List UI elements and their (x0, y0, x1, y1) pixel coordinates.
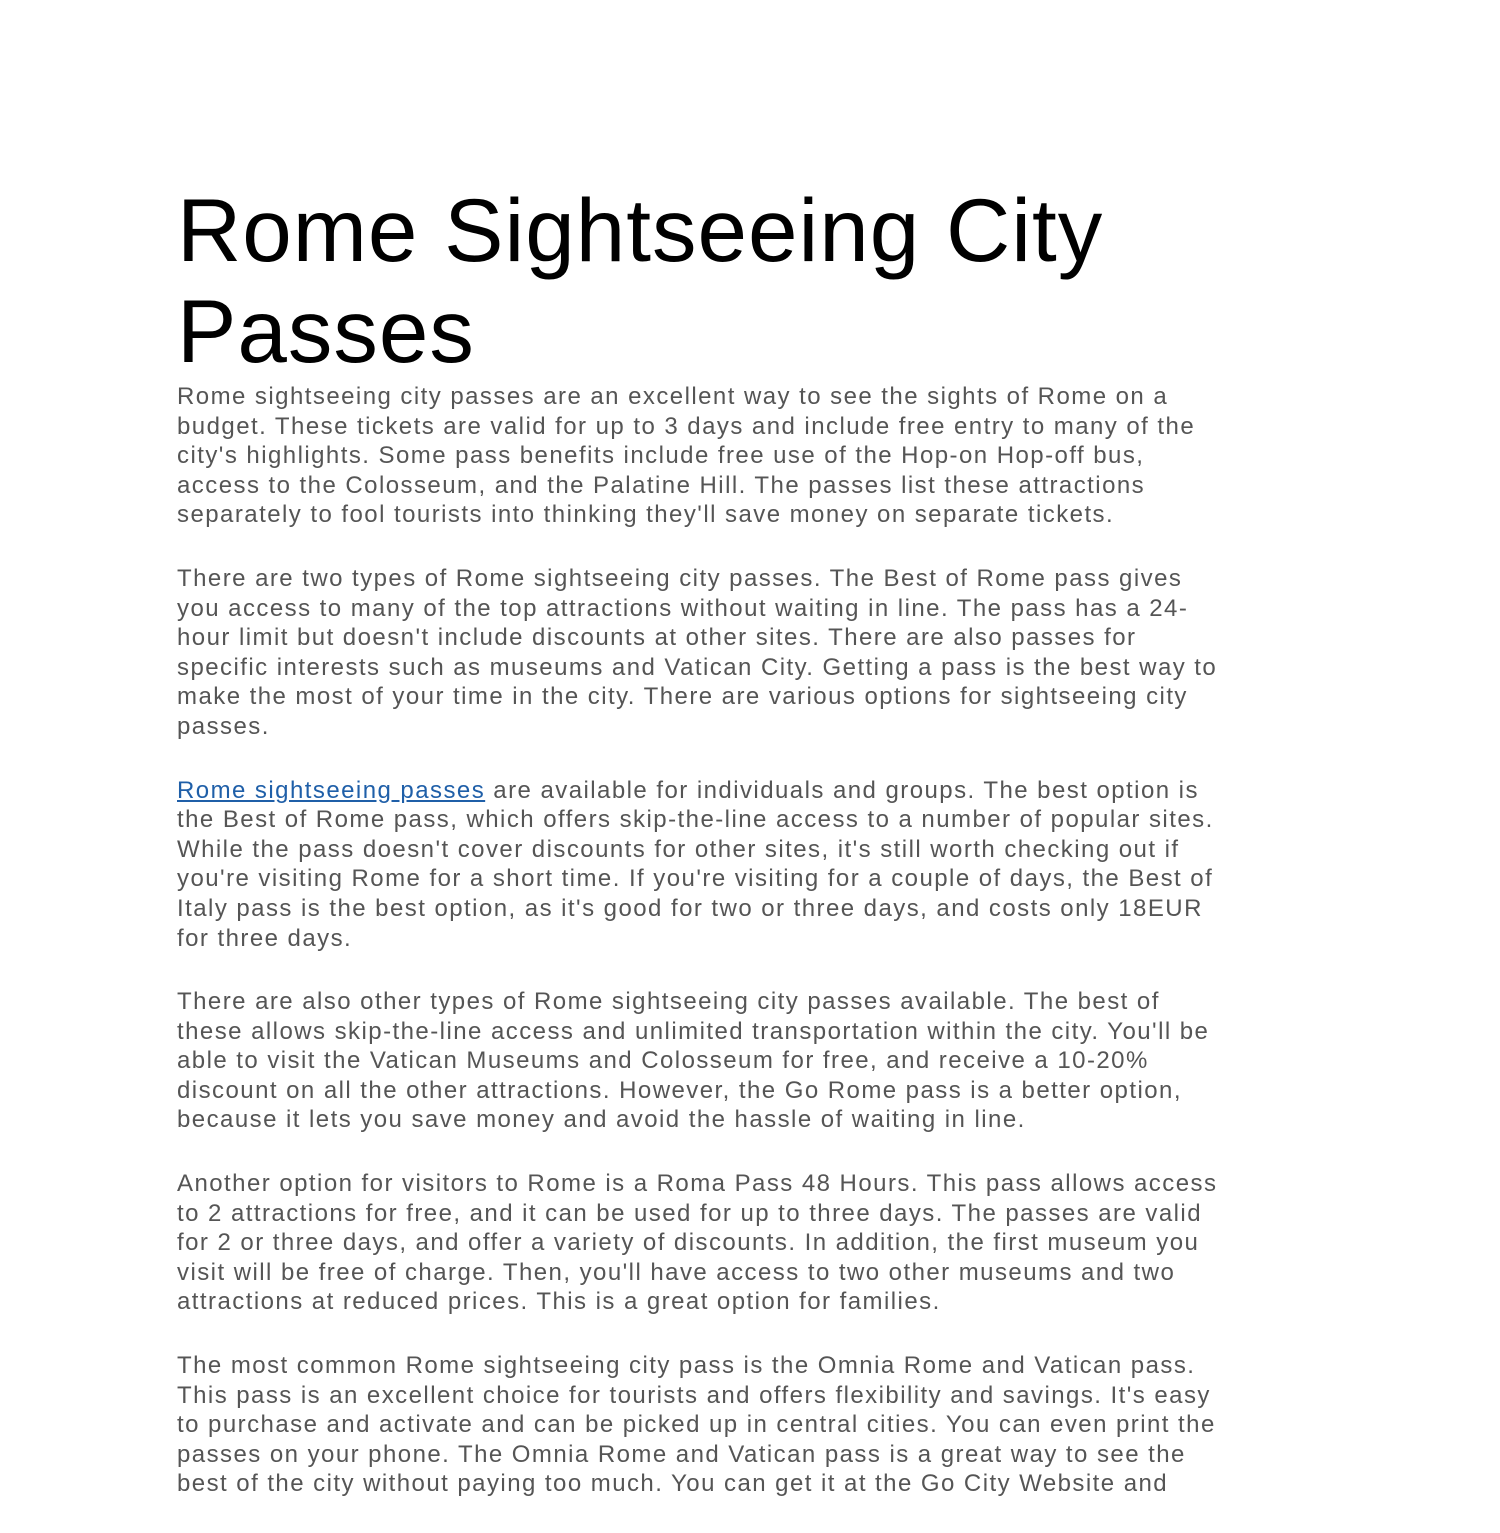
document-body (177, 382, 1337, 1499)
paragraph-line: While the pass doesn't cover discounts for other sites, it's still worth checking out if (177, 835, 1180, 863)
paragraph-line: to 2 attractions for free, and it can be used for up to three days. The passes are valid (177, 1199, 1203, 1227)
document-page (177, 180, 1337, 1533)
paragraph (177, 564, 1337, 742)
paragraph-line: make the most of your time in the city. There are various options for sightseeing city (177, 683, 1188, 711)
paragraph (177, 776, 1337, 954)
paragraph-line: separately to fool tourists into thinking they'll save money on separate tickets. (177, 501, 1115, 529)
paragraph-line: This pass is an excellent choice for tourists and offers flexibility and savings. It's easy (177, 1381, 1211, 1409)
paragraph-line: able to visit the Vatican Museums and Colosseum for free, and receive a 10-20% (177, 1047, 1149, 1075)
paragraph-line: Another option for visitors to Rome is a Roma Pass 48 Hours. This pass allows access (177, 1170, 1218, 1198)
paragraph-line: budget. These tickets are valid for up to 3 days and include free entry to many of the (177, 412, 1196, 440)
paragraph-line: to purchase and activate and can be picked up in central cities. You can even print the (177, 1411, 1216, 1439)
paragraph-line: you're visiting Rome for a short time. If you're visiting for a couple of days, the Best of (177, 865, 1214, 893)
paragraph (177, 1351, 1337, 1499)
paragraph-line: city's highlights. Some pass benefits include free use of the Hop-on Hop-off bus, (177, 442, 1145, 470)
line-text: are available for individuals and groups. The best option is (485, 776, 1199, 804)
title-line: Passes (177, 281, 475, 381)
paragraph (177, 987, 1337, 1135)
paragraph-line (177, 776, 1337, 806)
paragraph-line: because it lets you save money and avoid the hassle of waiting in line. (177, 1106, 1026, 1134)
paragraph-line: passes on your phone. The Omnia Rome and Vatican pass is a great way to see the (177, 1440, 1186, 1468)
paragraph-line: discount on all the other attractions. However, the Go Rome pass is a better option, (177, 1076, 1182, 1104)
paragraph-line: There are two types of Rome sightseeing city passes. The Best of Rome pass gives (177, 564, 1183, 592)
paragraph-line: for 2 or three days, and offer a variety of discounts. In addition, the first museum you (177, 1229, 1200, 1257)
paragraph-line: Italy pass is the best option, as it's good for two or three days, and costs only 18EUR (177, 894, 1203, 922)
rome-sightseeing-passes-link[interactable]: Rome sightseeing passes (177, 776, 486, 804)
paragraph-line: best of the city without paying too much. You can get it at the Go City Website and (177, 1470, 1169, 1498)
title-line: Rome Sightseeing City (177, 180, 1104, 280)
paragraph-line: you access to many of the top attractions without waiting in line. The pass has a 24- (177, 594, 1189, 622)
paragraph-line: There are also other types of Rome sightseeing city passes available. The best of (177, 988, 1160, 1016)
paragraph-line: visit will be free of charge. Then, you'll have access to two other museums and two (177, 1258, 1176, 1286)
paragraph-line: for three days. (177, 924, 353, 952)
paragraph-line: these allows skip-the-line access and unlimited transportation within the city. You'll be (177, 1017, 1210, 1045)
paragraph-line: the Best of Rome pass, which offers skip-the-line access to a number of popular sites. (177, 806, 1214, 834)
paragraph-line: Rome sightseeing city passes are an excellent way to see the sights of Rome on a (177, 383, 1169, 410)
paragraph (177, 382, 1337, 530)
paragraph-line: specific interests such as museums and Vatican City. Getting a pass is the best way to (177, 653, 1218, 681)
paragraph-line: The most common Rome sightseeing city pass is the Omnia Rome and Vatican pass. (177, 1352, 1196, 1380)
paragraph-line: hour limit but doesn't include discounts at other sites. There are also passes for (177, 624, 1137, 652)
paragraph-line: access to the Colosseum, and the Palatine Hill. The passes list these attractions (177, 471, 1146, 499)
paragraph (177, 1169, 1337, 1317)
paragraph-line: passes. (177, 712, 270, 740)
page-title (177, 180, 1337, 382)
paragraph-line: attractions at reduced prices. This is a great option for families. (177, 1288, 941, 1316)
